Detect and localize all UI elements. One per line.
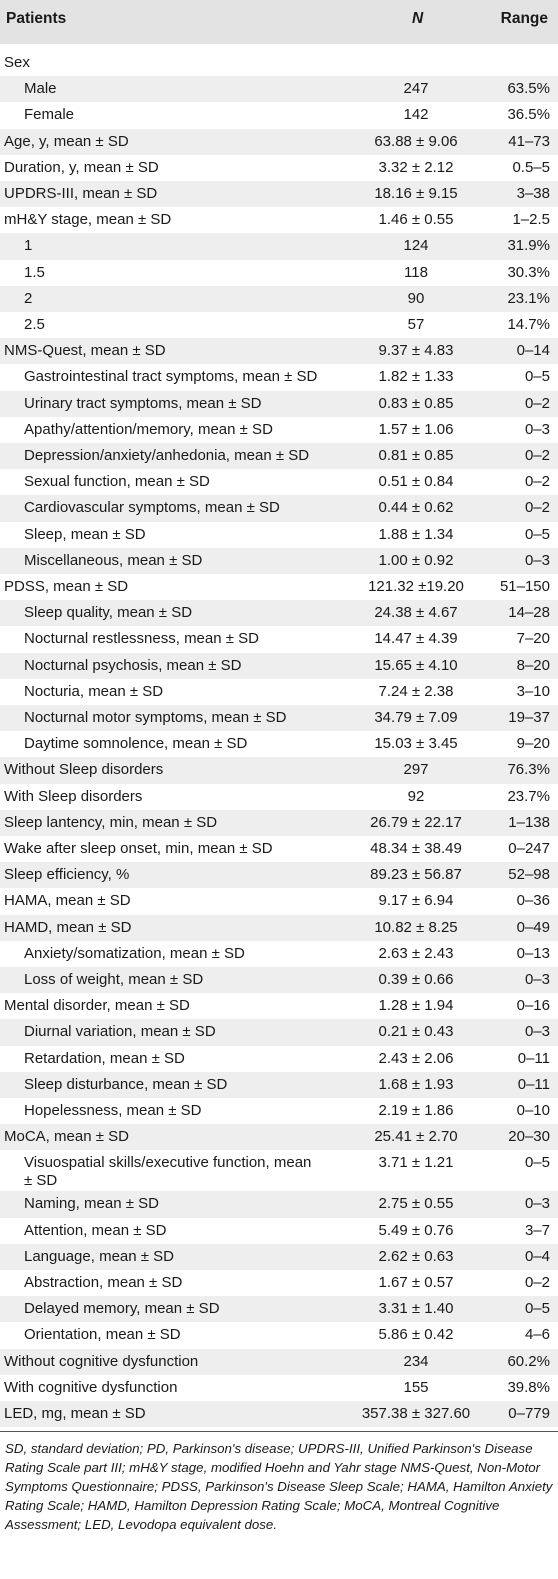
- row-range-value: 0–14: [516, 342, 550, 360]
- table-row: [0, 1124, 558, 1150]
- row-n-value: 118: [404, 263, 428, 281]
- row-range-value: 3–10: [516, 682, 550, 700]
- row-range-value: 1–2.5: [512, 211, 550, 229]
- table-row: [0, 1191, 558, 1217]
- row-range-value: 60.2%: [507, 1352, 550, 1370]
- row-label: Nocturnal restlessness, mean ± SD: [24, 630, 259, 648]
- row-label: Miscellaneous, mean ± SD: [24, 551, 203, 569]
- table-row: [0, 941, 558, 967]
- table-row: [0, 757, 558, 783]
- row-n-value: 15.65 ± 4.10: [374, 656, 458, 674]
- table-row: [0, 364, 558, 390]
- row-n-value: 5.49 ± 0.76: [378, 1221, 454, 1239]
- row-n-value: 0.83 ± 0.85: [378, 394, 454, 412]
- table-row: [0, 600, 558, 626]
- table-row: [0, 50, 558, 76]
- row-range-value: 0–3: [524, 1023, 550, 1041]
- table-row: [0, 862, 558, 888]
- table-row: [0, 1270, 558, 1296]
- row-label: Duration, y, mean ± SD: [4, 158, 159, 176]
- row-range-value: 0–49: [516, 918, 550, 936]
- row-label: NMS-Quest, mean ± SD: [4, 342, 166, 360]
- table-row: [0, 1098, 558, 1124]
- table-header: [0, 0, 558, 44]
- row-label: Age, y, mean ± SD: [4, 132, 129, 150]
- table-row: [0, 836, 558, 862]
- table-row: [0, 338, 558, 364]
- header-patients: Patients: [6, 10, 67, 27]
- table-row: [0, 1375, 558, 1401]
- row-label: Depression/anxiety/anhedonia, mean ± SD: [24, 447, 310, 464]
- row-range-value: 0–13: [516, 944, 550, 962]
- row-label: 1: [24, 237, 33, 255]
- row-label: Nocturnal motor symptoms, mean ± SD: [24, 709, 287, 726]
- table-row: [0, 574, 558, 600]
- row-n-value: 90: [407, 289, 425, 307]
- row-n-value: 1.67 ± 0.57: [378, 1274, 454, 1291]
- row-label: PDSS, mean ± SD: [4, 578, 129, 595]
- table-row: [0, 1218, 558, 1244]
- row-label: Hopelessness, mean ± SD: [24, 1102, 202, 1119]
- row-n-value: 57: [407, 316, 425, 333]
- row-n-value: 7.24 ± 2.38: [378, 682, 454, 700]
- row-n-value: 121.32 ±19.20: [368, 578, 464, 595]
- row-range-value: 23.7%: [507, 787, 550, 805]
- row-label: Without Sleep disorders: [4, 761, 164, 779]
- table-row: [0, 495, 558, 521]
- row-label: Female: [24, 106, 75, 124]
- table-row: [0, 548, 558, 574]
- row-n-value: 247: [403, 80, 429, 98]
- row-label: With Sleep disorders: [4, 787, 143, 805]
- row-range-value: 0–16: [516, 997, 550, 1015]
- row-n-value: 9.17 ± 6.94: [378, 892, 454, 910]
- table-row: [0, 260, 558, 286]
- row-range-value: 0–3: [524, 420, 550, 438]
- row-range-value: 41–73: [508, 132, 550, 150]
- row-label: Anxiety/somatization, mean ± SD: [24, 944, 245, 962]
- row-n-value: 2.43 ± 2.06: [378, 1049, 454, 1067]
- row-n-value: 297: [403, 761, 429, 779]
- row-n-value: 10.82 ± 8.25: [374, 918, 458, 936]
- table-row: [0, 1072, 558, 1098]
- row-range-value: 0–11: [517, 1049, 550, 1067]
- row-label: HAMD, mean ± SD: [4, 918, 132, 936]
- table-row: [0, 1322, 558, 1348]
- row-label: Apathy/attention/memory, mean ± SD: [24, 420, 273, 438]
- row-n-value: 15.03 ± 3.45: [374, 735, 458, 753]
- row-label: Male: [24, 80, 57, 98]
- row-range-value: 0–36: [516, 892, 550, 910]
- row-range-value: 19–37: [508, 709, 550, 726]
- table-row: [0, 888, 558, 914]
- row-n-value: 0.44 ± 0.62: [378, 499, 454, 517]
- row-n-value: 5.86 ± 0.42: [378, 1326, 454, 1344]
- row-range-value: 4–6: [524, 1326, 550, 1344]
- table-row: [0, 207, 558, 233]
- row-n-value: 1.68 ± 1.93: [378, 1075, 454, 1093]
- row-range-value: 14.7%: [507, 316, 550, 333]
- row-n-value: 63.88 ± 9.06: [374, 132, 458, 150]
- row-range-value: 0–2: [524, 499, 550, 517]
- row-label: UPDRS-III, mean ± SD: [4, 185, 158, 202]
- table-row: [0, 626, 558, 652]
- row-n-value: 89.23 ± 56.87: [370, 866, 462, 884]
- table-row: [0, 522, 558, 548]
- row-range-value: 14–28: [508, 604, 550, 622]
- table-bottom-rule: [0, 1431, 558, 1432]
- row-label: Sleep quality, mean ± SD: [24, 604, 193, 622]
- row-label: MoCA, mean ± SD: [4, 1128, 129, 1146]
- row-range-value: 0–4: [524, 1247, 550, 1265]
- row-n-value: 357.38 ± 327.60: [361, 1405, 471, 1422]
- row-label: Sex: [4, 54, 30, 71]
- row-n-value: 155: [403, 1378, 429, 1396]
- row-label: Nocturnal psychosis, mean ± SD: [24, 656, 242, 674]
- row-label: Sexual function, mean ± SD: [24, 473, 210, 491]
- row-range-value: 0–5: [524, 525, 550, 543]
- row-range-value: 51–150: [499, 578, 550, 595]
- table-row: [0, 1296, 558, 1322]
- header-range: Range: [500, 10, 548, 27]
- table-row: [0, 469, 558, 495]
- row-label: LED, mg, mean ± SD: [4, 1405, 146, 1422]
- row-n-value: 92: [407, 787, 425, 805]
- table-row: [0, 1046, 558, 1072]
- row-label: Sleep lantency, min, mean ± SD: [4, 813, 218, 831]
- table-footnote: SD, standard deviation; PD, Parkinson's disease; UPDRS-III, Unified Parkinson's Disease Rating Scale part III; mH&Y stage, modified Hoehn and Yahr stage NMS-Quest, Non-Motor Symptoms Questionnaire; PDSS, Parkinson's Disease Sleep Scale; HAMA, Hamilton Anxiety Rating Scale; HAMD, Hamilton Depression Rating Scale; MoCA, Montreal Cognitive Assessment; LED, Levodopa equivalent dose.: [5, 1441, 553, 1533]
- row-n-value: 25.41 ± 2.70: [374, 1128, 458, 1146]
- table-row: [0, 312, 558, 338]
- table-row: [0, 1019, 558, 1045]
- table-row: [0, 155, 558, 181]
- row-label: Sleep disturbance, mean ± SD: [24, 1075, 228, 1093]
- row-label: Nocturia, mean ± SD: [24, 682, 164, 700]
- row-n-value: 234: [403, 1352, 429, 1370]
- table-row: [0, 1401, 558, 1427]
- row-range-value: 7–20: [516, 630, 550, 648]
- row-label: Diurnal variation, mean ± SD: [24, 1023, 216, 1041]
- row-n-value: 3.31 ± 1.40: [378, 1300, 454, 1318]
- row-range-value: 0–11: [517, 1075, 550, 1093]
- row-range-value: 76.3%: [507, 761, 550, 779]
- row-n-value: 0.81 ± 0.85: [378, 447, 454, 464]
- row-n-value: 3.71 ± 1.21: [378, 1154, 454, 1172]
- row-label: With cognitive dysfunction: [4, 1378, 178, 1396]
- row-range-value: 0–3: [524, 1195, 550, 1213]
- table-row: [0, 129, 558, 155]
- row-label: Cardiovascular symptoms, mean ± SD: [24, 499, 280, 517]
- row-label: Attention, mean ± SD: [24, 1221, 167, 1239]
- table-row: [0, 76, 558, 102]
- row-n-value: 142: [403, 106, 429, 124]
- row-range-value: 0–3: [524, 971, 550, 988]
- row-range-value: 0–779: [508, 1405, 550, 1422]
- row-range-value: 0–2: [524, 447, 550, 464]
- table-row: [0, 391, 558, 417]
- row-range-value: 31.9%: [507, 237, 550, 255]
- row-range-value: 1–138: [508, 813, 550, 831]
- row-range-value: 36.5%: [507, 106, 550, 124]
- row-n-value: 18.16 ± 9.15: [374, 185, 458, 202]
- row-label: Loss of weight, mean ± SD: [24, 971, 204, 988]
- row-n-value: 24.38 ± 4.67: [374, 604, 458, 622]
- row-n-value: 14.47 ± 4.39: [374, 630, 458, 648]
- row-label: Sleep, mean ± SD: [24, 525, 146, 543]
- row-range-value: 30.3%: [507, 263, 550, 281]
- table-row: [0, 679, 558, 705]
- row-n-value: 0.51 ± 0.84: [378, 473, 454, 491]
- row-label: Daytime somnolence, mean ± SD: [24, 735, 248, 753]
- row-range-value: 0–247: [508, 840, 550, 857]
- row-range-value: 0–5: [524, 1300, 550, 1318]
- table-row: [0, 967, 558, 993]
- row-label: mH&Y stage, mean ± SD: [4, 211, 172, 229]
- row-range-value: 0–2: [524, 1274, 550, 1291]
- row-n-value: 48.34 ± 38.49: [370, 840, 462, 857]
- row-n-value: 1.57 ± 1.06: [378, 420, 454, 438]
- row-label: Visuospatial skills/executive function, mean ± SD: [24, 1154, 312, 1190]
- row-range-value: 0–5: [524, 368, 550, 386]
- row-label: Language, mean ± SD: [24, 1247, 174, 1265]
- row-label: HAMA, mean ± SD: [4, 892, 131, 910]
- row-label: 2.5: [24, 316, 45, 333]
- table-row: [0, 1349, 558, 1375]
- row-label: Orientation, mean ± SD: [24, 1326, 181, 1344]
- row-n-value: 2.63 ± 2.43: [378, 944, 454, 962]
- row-label: Wake after sleep onset, min, mean ± SD: [4, 840, 273, 857]
- table-row: [0, 443, 558, 469]
- table-row: [0, 915, 558, 941]
- table-row: [0, 1150, 558, 1191]
- table-row: [0, 233, 558, 259]
- row-label: 1.5: [24, 263, 45, 281]
- row-n-value: 26.79 ± 22.17: [370, 813, 462, 831]
- table-row: [0, 705, 558, 731]
- row-label: 2: [24, 289, 33, 307]
- row-range-value: 23.1%: [507, 289, 550, 307]
- row-n-value: 2.19 ± 1.86: [378, 1102, 454, 1119]
- row-range-value: 0–3: [524, 551, 550, 569]
- row-range-value: 3–38: [516, 185, 550, 202]
- row-range-value: 3–7: [524, 1221, 550, 1239]
- row-label: Delayed memory, mean ± SD: [24, 1300, 220, 1318]
- row-range-value: 0–5: [524, 1154, 550, 1172]
- table-row: [0, 417, 558, 443]
- table-row: [0, 993, 558, 1019]
- table-row: [0, 181, 558, 207]
- row-label: Abstraction, mean ± SD: [24, 1274, 183, 1291]
- row-range-value: 0–2: [524, 473, 550, 491]
- header-n: N: [412, 10, 424, 27]
- row-range-value: 0–2: [524, 394, 550, 412]
- row-range-value: 0–10: [516, 1102, 550, 1119]
- table-row: [0, 1244, 558, 1270]
- row-label: Without cognitive dysfunction: [4, 1352, 199, 1370]
- row-label: Urinary tract symptoms, mean ± SD: [24, 394, 262, 412]
- table-row: [0, 731, 558, 757]
- row-n-value: 1.88 ± 1.34: [378, 525, 454, 543]
- row-n-value: 0.39 ± 0.66: [378, 971, 454, 988]
- row-n-value: 1.00 ± 0.92: [378, 551, 454, 569]
- row-label: Naming, mean ± SD: [24, 1195, 159, 1213]
- row-range-value: 39.8%: [507, 1378, 550, 1396]
- row-label: Gastrointestinal tract symptoms, mean ± SD: [24, 368, 318, 386]
- row-label: Retardation, mean ± SD: [24, 1049, 185, 1067]
- table-row: [0, 102, 558, 128]
- row-n-value: 1.82 ± 1.33: [378, 368, 454, 386]
- row-n-value: 1.46 ± 0.55: [378, 211, 454, 229]
- row-n-value: 1.28 ± 1.94: [378, 997, 454, 1015]
- row-n-value: 0.21 ± 0.43: [378, 1023, 454, 1041]
- row-range-value: 20–30: [508, 1128, 550, 1146]
- table-row: [0, 784, 558, 810]
- table-row: [0, 810, 558, 836]
- row-n-value: 9.37 ± 4.83: [378, 342, 454, 360]
- row-range-value: 63.5%: [507, 80, 550, 98]
- table-row: [0, 286, 558, 312]
- row-n-value: 2.62 ± 0.63: [378, 1247, 454, 1265]
- table-row: [0, 653, 558, 679]
- row-n-value: 3.32 ± 2.12: [378, 158, 454, 176]
- row-range-value: 9–20: [516, 735, 550, 753]
- row-range-value: 0.5–5: [512, 158, 550, 176]
- row-range-value: 8–20: [516, 656, 550, 674]
- row-label: Sleep efficiency, %: [4, 866, 130, 884]
- row-n-value: 2.75 ± 0.55: [378, 1195, 454, 1213]
- row-label: Mental disorder, mean ± SD: [4, 997, 190, 1015]
- row-n-value: 34.79 ± 7.09: [374, 709, 458, 726]
- row-range-value: 52–98: [508, 866, 550, 884]
- row-n-value: 124: [403, 237, 429, 255]
